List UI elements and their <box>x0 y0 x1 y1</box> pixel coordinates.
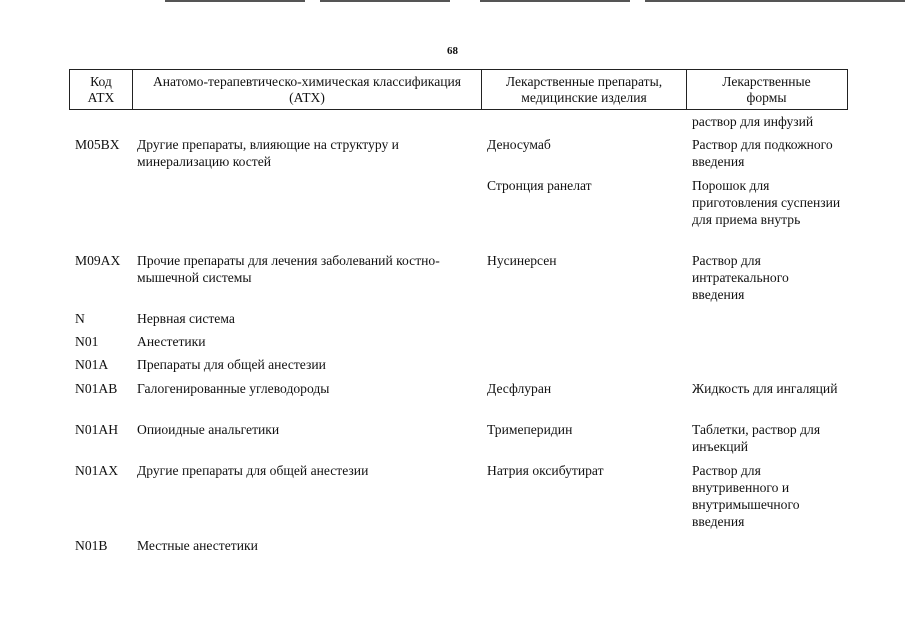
header-preparations: Лекарственные препараты, медицинские изделия <box>482 70 687 109</box>
row-preparation: Стронция ранелат <box>487 178 592 193</box>
row-classification: Опиоидные анальгетики <box>137 422 280 437</box>
row-classification: Прочие препараты для лечения заболеваний костно-мышечной системы <box>137 253 440 285</box>
top-rule-4 <box>645 0 905 2</box>
row-classification: Другие препараты для общей анестезии <box>137 463 369 478</box>
row-code: N01AX <box>75 463 119 478</box>
row-form: Порошок для приготовления суспензии для приема внутрь <box>692 178 841 227</box>
row-classification: Местные анестетики <box>137 538 258 553</box>
row-preparation: Деносумаб <box>487 137 551 152</box>
row-form: Раствор для подкожного введения <box>692 137 833 169</box>
top-rule-3 <box>480 0 630 2</box>
row-form: Таблетки, раствор для инъекций <box>692 422 821 454</box>
row-code: N01A <box>75 357 109 372</box>
row-code: N01 <box>75 334 99 349</box>
row-preparation: Тримеперидин <box>487 422 573 437</box>
top-rule-2 <box>320 0 450 2</box>
continued-form: раствор для инфузий <box>692 114 814 129</box>
row-code: N01AB <box>75 381 118 396</box>
row-classification: Другие препараты, влияющие на структуру и минерализацию костей <box>137 137 399 169</box>
row-classification: Нервная система <box>137 311 235 326</box>
header-classification: Анатомо-терапевтическо-химическая классификация (АТХ) <box>133 70 482 109</box>
header-forms: Лекарственные формы <box>722 73 811 105</box>
page-number: 68 <box>447 45 458 57</box>
row-preparation: Натрия оксибутират <box>487 463 604 478</box>
row-classification: Галогенированные углеводороды <box>137 381 330 396</box>
row-code: M09AX <box>75 253 121 268</box>
header-code: Код АТХ <box>70 70 133 109</box>
row-preparation: Десфлуран <box>487 381 552 396</box>
top-rule-1 <box>165 0 305 2</box>
row-classification: Препараты для общей анестезии <box>137 357 326 372</box>
row-classification: Анестетики <box>137 334 206 349</box>
row-form: Жидкость для ингаляций <box>692 381 838 396</box>
table-header <box>69 69 848 110</box>
row-code: M05BX <box>75 137 120 152</box>
row-form: Раствор для интратекального введения <box>692 253 789 302</box>
row-code: N01B <box>75 538 108 553</box>
row-code: N01AH <box>75 422 119 437</box>
row-preparation: Нусинерсен <box>487 253 557 268</box>
row-code: N <box>75 311 85 326</box>
row-form: Раствор для внутривенного и внутримышечного введения <box>692 463 800 529</box>
